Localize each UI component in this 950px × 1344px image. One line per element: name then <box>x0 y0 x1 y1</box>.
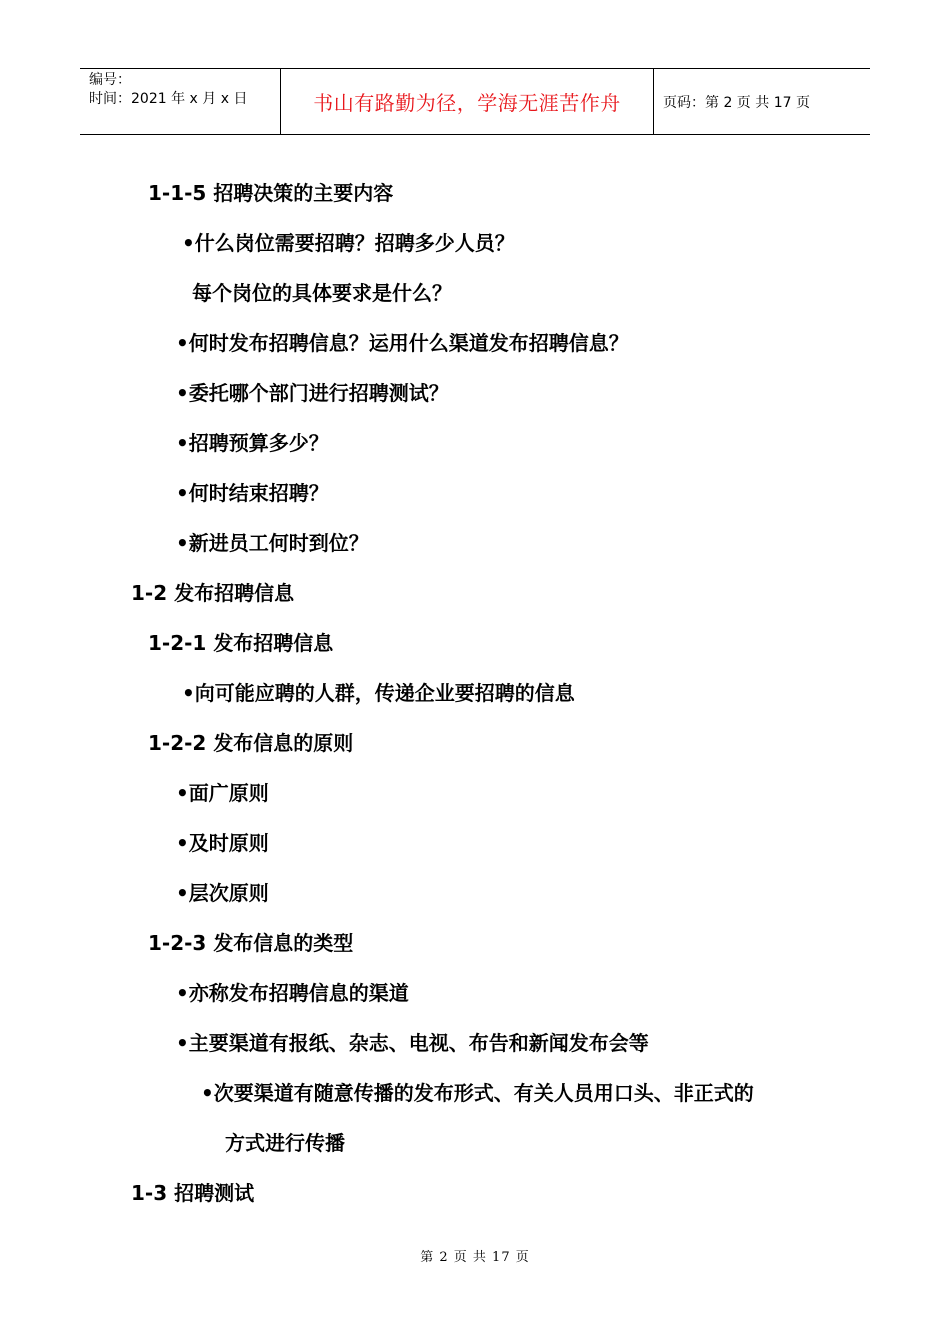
document-date-label: 时间：2021 年 x 月 x 日 <box>89 91 248 107</box>
bullet-item: •何时发布招聘信息？运用什么渠道发布招聘信息？ <box>176 331 629 355</box>
bullet-item: •委托哪个部门进行招聘测试？ <box>176 381 449 405</box>
document-number-label: 编号： <box>89 72 131 88</box>
bullet-item: •层次原则 <box>176 881 269 905</box>
section-heading-1-2: 1-2 发布招聘信息 <box>131 581 295 605</box>
section-heading-1-2-2: 1-2-2 发布信息的原则 <box>148 731 354 755</box>
bullet-item: •何时结束招聘？ <box>176 481 329 505</box>
page-header <box>80 68 870 135</box>
bullet-item: •主要渠道有报纸、杂志、电视、布告和新闻发布会等 <box>176 1031 649 1055</box>
section-heading-1-3: 1-3 招聘测试 <box>131 1181 255 1205</box>
bullet-item: •什么岗位需要招聘？招聘多少人员？ <box>182 231 515 255</box>
bullet-item: •面广原则 <box>176 781 269 805</box>
header-page-info: 页码：第 2 页 共 17 页 <box>663 94 810 111</box>
section-heading-1-1-5: 1-1-5 招聘决策的主要内容 <box>148 181 394 205</box>
bullet-item: •新进员工何时到位？ <box>176 531 369 555</box>
bullet-item: •亦称发布招聘信息的渠道 <box>176 981 409 1005</box>
header-meta-cell <box>80 69 281 134</box>
bullet-item: •次要渠道有随意传播的发布形式、有关人员用口头、非正式的 <box>201 1081 754 1105</box>
bullet-continuation: 每个岗位的具体要求是什么？ <box>192 281 452 305</box>
bullet-item: •向可能应聘的人群，传递企业要招聘的信息 <box>182 681 575 705</box>
bullet-item: •招聘预算多少？ <box>176 431 329 455</box>
section-heading-1-2-3: 1-2-3 发布信息的类型 <box>148 931 354 955</box>
bullet-item: •及时原则 <box>176 831 269 855</box>
page-footer: 第 2 页 共 17 页 <box>420 1250 530 1265</box>
section-heading-1-2-1: 1-2-1 发布招聘信息 <box>148 631 334 655</box>
header-motto: 书山有路勤为径，学海无涯苦作舟 <box>281 69 654 134</box>
bullet-continuation: 方式进行传播 <box>225 1131 345 1155</box>
